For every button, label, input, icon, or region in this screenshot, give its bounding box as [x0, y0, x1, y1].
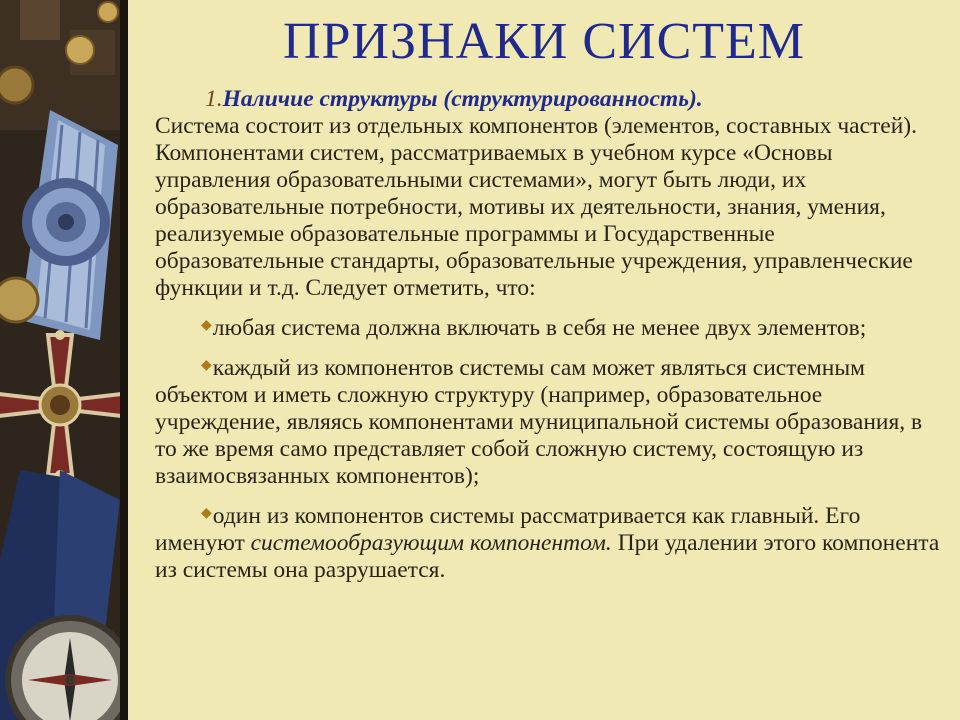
bullet-item [155, 352, 945, 490]
medal-collage-icon [0, 0, 128, 720]
section-heading [155, 86, 945, 113]
diamond-bullet-icon: ◆ [201, 318, 212, 333]
decorative-medal-image [0, 0, 128, 720]
content-body [155, 86, 945, 584]
section-number: 1. [205, 86, 223, 112]
bullet-emphasis: системообразующим компонентом. [250, 530, 612, 556]
bullet-item [155, 500, 945, 584]
bullet-item [155, 312, 945, 342]
intro-paragraph: Система состоит из отдельных компонентов (элементов, составных частей). Компонентами систем, рассматриваемых в учебном курсе «Основы управления образовательными системами», могут быть люди, их образовательные потребности, мотивы их деятельности, знания, умения, реализуемые образовательные программы и Государственные образовательные стандарты, образовательные учреждения, управленческие функции и т.д. Следует отметить, что: [155, 113, 917, 301]
section-heading-text: Наличие структуры (структурированность). [222, 86, 703, 112]
page-title: ПРИЗНАКИ СИСТЕМ [282, 13, 806, 70]
diamond-bullet-icon: ◆ [201, 506, 212, 521]
bullet-text: любая система должна включать в себя не менее двух элементов; [212, 315, 867, 341]
bullet-text-before: один из компонентов системы рассматривается как главный. Его именуют [155, 503, 861, 556]
bullet-text: каждый из компонентов системы сам может являться системным объектом и иметь сложную структуру (например, образовательное учреждение, являясь компонентами муниципальной системы образования, в то же время само представляет собой сложную систему, состоящую из взаимосвязанных компонентов); [155, 355, 923, 489]
bullet-text-after: При удалении этого компонента из системы она разрушается. [155, 530, 940, 583]
diamond-bullet-icon: ◆ [201, 358, 212, 373]
